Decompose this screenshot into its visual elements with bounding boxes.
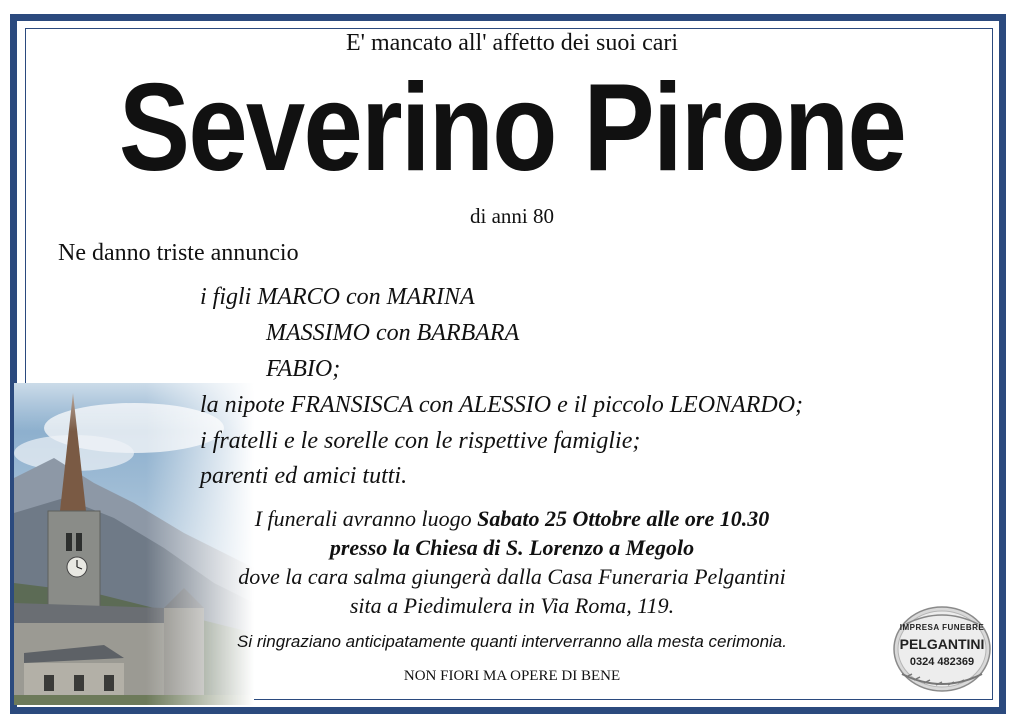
intro-line: E' mancato all' affetto dei suoi cari xyxy=(345,30,679,56)
family-line: i figli MARCO con MARINA xyxy=(200,284,475,310)
funeral-date: Sabato 25 Ottobre alle ore 10.30 xyxy=(477,506,770,531)
funeral-intro-text: I funerali avranno luogo xyxy=(254,506,478,531)
funeral-line-4: sita a Piedimulera in Via Roma, 119. xyxy=(349,593,675,618)
thanks-line: Si ringraziano anticipatamente quanti interverranno alla mesta cerimonia. xyxy=(237,632,787,651)
announcement-line: Ne danno triste annuncio xyxy=(58,240,299,266)
family-line: la nipote FRANSISCA con ALESSIO e il piccolo LEONARDO; xyxy=(200,392,804,418)
age-line: di anni 80 xyxy=(470,204,554,228)
funeral-line-1 xyxy=(0,506,1024,532)
funeral-church: presso la Chiesa di S. Lorenzo a Megolo xyxy=(329,535,695,560)
logo-phone: 0324 482369 xyxy=(909,656,975,668)
funeral-line-3: dove la cara salma giungerà dalla Casa Funeraria Pelgantini xyxy=(238,564,786,589)
family-line: i fratelli e le sorelle con le rispettive famiglie; xyxy=(200,428,641,454)
logo-brand: PELGANTINI xyxy=(899,636,985,652)
closing-line: NON FIORI MA OPERE DI BENE xyxy=(403,668,621,684)
family-line: parenti ed amici tutti. xyxy=(200,463,408,489)
family-line: MASSIMO con BARBARA xyxy=(266,320,520,346)
logo-arc-text: IMPRESA FUNEBRE xyxy=(899,623,985,632)
deceased-name: Severino Pirone xyxy=(118,59,906,197)
funeral-home-logo xyxy=(892,604,992,694)
family-line: FABIO; xyxy=(266,356,341,382)
